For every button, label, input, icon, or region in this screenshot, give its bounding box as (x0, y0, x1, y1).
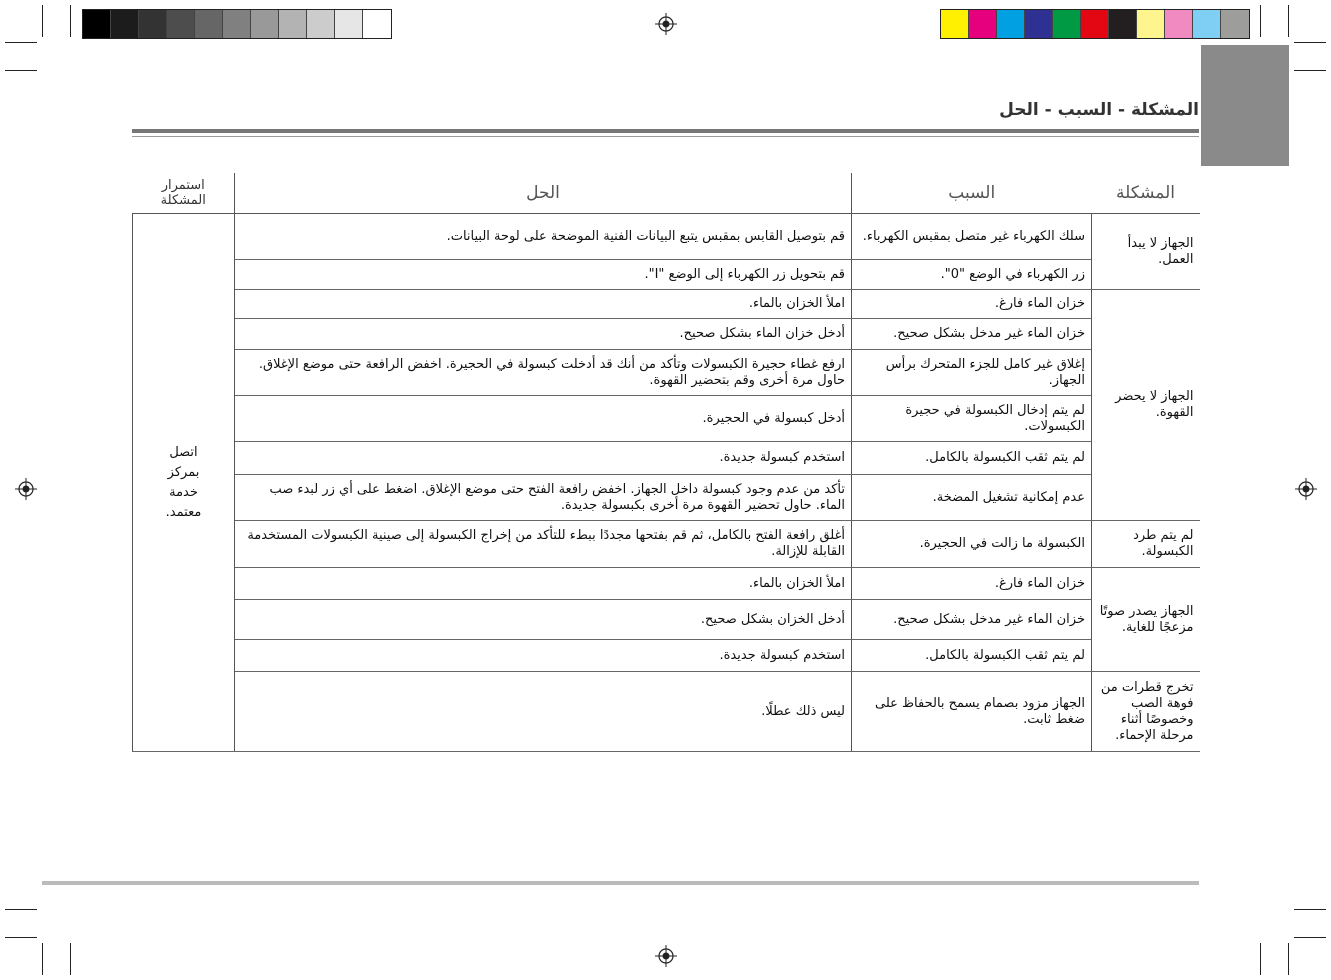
cause-cell: لم يتم إدخال الكبسولة في حجيرة الكبسولات. (852, 396, 1092, 442)
solution-cell: املأ الخزان بالماء. (235, 290, 852, 319)
crop-mark (5, 937, 37, 938)
header-rule (132, 129, 1199, 133)
cause-cell: خزان الماء غير مدخل بشكل صحيح. (852, 319, 1092, 350)
color-swatch (139, 10, 167, 38)
color-swatch (111, 10, 139, 38)
cause-cell: لم يتم ثقب الكبسولة بالكامل. (852, 640, 1092, 672)
solution-cell: قم بتحويل زر الكهرباء إلى الوضع "I". (235, 260, 852, 290)
table-row (133, 396, 1200, 442)
table-row (133, 640, 1200, 672)
cause-cell: الجهاز مزود بصمام يسمح بالحفاظ على ضغط ثابت. (852, 672, 1092, 752)
problem-cell: تخرج قطرات من فوهة الصب وخصوصًا أثناء مرحلة الإحماء. (1092, 672, 1200, 752)
color-swatch (279, 10, 307, 38)
persistence-line: اتصل (169, 444, 198, 460)
persistence-line: معتمد. (165, 504, 202, 520)
crop-mark (1294, 70, 1326, 71)
cause-cell: خزان الماء فارغ. (852, 568, 1092, 600)
solution-cell: استخدم كبسولة جديدة. (235, 442, 852, 475)
color-swatch (1137, 10, 1165, 38)
crop-mark (1294, 42, 1326, 43)
crop-mark (1294, 937, 1326, 938)
header-persistence: استمرار المشكلة (133, 173, 235, 214)
color-swatch (251, 10, 279, 38)
solution-cell: استخدم كبسولة جديدة. (235, 640, 852, 672)
solution-cell: تأكد من عدم وجود كبسولة داخل الجهاز. اخفض رافعة الفتح حتى موضع الإغلاق. اضغط على أي زر لبدء صب الماء. حاول تحضير القهوة مرة أخرى بكبسولة جديدة. (235, 475, 852, 521)
crop-mark (5, 42, 37, 43)
table-row (133, 600, 1200, 640)
header-rule-thin (132, 136, 1199, 137)
color-swatch (335, 10, 363, 38)
color-swatch (1165, 10, 1193, 38)
table-row (133, 672, 1200, 752)
crop-mark (5, 909, 37, 910)
solution-cell: ارفع غطاء حجيرة الكبسولات وتأكد من أنك قد أدخلت كبسولة في الحجيرة. اخفض الرافعة حتى موضع الإغلاق. حاول مرة أخرى وقم بتحضير القهوة. (235, 350, 852, 396)
registration-mark-icon (1295, 478, 1317, 500)
table-row (133, 319, 1200, 350)
color-swatch (195, 10, 223, 38)
table-row (133, 260, 1200, 290)
crop-mark (42, 5, 43, 37)
header-solution: الحل (235, 173, 852, 214)
color-swatch (363, 10, 391, 38)
section-tab (1201, 45, 1289, 166)
crop-mark (1294, 909, 1326, 910)
footer-rule (42, 881, 1199, 885)
cause-cell: عدم إمكانية تشغيل المضخة. (852, 475, 1092, 521)
crop-mark (70, 943, 71, 975)
cause-cell: إغلاق غير كامل للجزء المتحرك برأس الجهاز. (852, 350, 1092, 396)
solution-cell: قم بتوصيل القابس بمقبس يتبع البيانات الفنية الموضحة على لوحة البيانات. (235, 214, 852, 260)
color-swatch (83, 10, 111, 38)
cause-cell: خزان الماء غير مدخل بشكل صحيح. (852, 600, 1092, 640)
color-swatch (941, 10, 969, 38)
table-row (133, 214, 1200, 260)
color-swatch (1193, 10, 1221, 38)
color-swatch (1109, 10, 1137, 38)
solution-cell: ليس ذلك عطلًا. (235, 672, 852, 752)
table-header-row (133, 173, 1200, 214)
process-color-bar (940, 9, 1250, 39)
color-swatch (1053, 10, 1081, 38)
color-swatch (223, 10, 251, 38)
table-row (133, 568, 1200, 600)
cause-cell: الكبسولة ما زالت في الحجيرة. (852, 521, 1092, 568)
page-title: المشكلة - السبب - الحل (999, 100, 1199, 120)
crop-mark (42, 943, 43, 975)
registration-mark-icon (655, 13, 677, 35)
color-swatch (1025, 10, 1053, 38)
problem-cell: الجهاز لا يبدأ العمل. (1092, 214, 1200, 290)
solution-cell: املأ الخزان بالماء. (235, 568, 852, 600)
table-row (133, 475, 1200, 521)
solution-cell: أغلق رافعة الفتح بالكامل، ثم قم بفتحها مجددًا ببطء للتأكد من إخراج الكبسولة إلى صينية الكبسولات المستخدمة القابلة للإزالة. (235, 521, 852, 568)
cause-cell: زر الكهرباء في الوضع "0". (852, 260, 1092, 290)
cause-cell: خزان الماء فارغ. (852, 290, 1092, 319)
troubleshooting-table (132, 173, 1200, 752)
persistence-cell (133, 214, 235, 752)
table-row (133, 290, 1200, 319)
registration-mark-icon (15, 478, 37, 500)
problem-cell: لم يتم طرد الكبسولة. (1092, 521, 1200, 568)
problem-cell: الجهاز يصدر صوتًا مزعجًا للغاية. (1092, 568, 1200, 672)
crop-mark (70, 5, 71, 37)
table-row (133, 350, 1200, 396)
crop-mark (1260, 5, 1261, 37)
color-swatch (969, 10, 997, 38)
cause-cell: لم يتم ثقب الكبسولة بالكامل. (852, 442, 1092, 475)
cause-cell: سلك الكهرباء غير متصل بمقبس الكهرباء. (852, 214, 1092, 260)
solution-cell: أدخل كبسولة في الحجيرة. (235, 396, 852, 442)
solution-cell: أدخل الخزان بشكل صحيح. (235, 600, 852, 640)
crop-mark (1288, 5, 1289, 37)
table-row (133, 442, 1200, 475)
solution-cell: أدخل خزان الماء بشكل صحيح. (235, 319, 852, 350)
color-swatch (1081, 10, 1109, 38)
grayscale-color-bar (82, 9, 392, 39)
color-swatch (307, 10, 335, 38)
color-swatch (997, 10, 1025, 38)
registration-mark-icon (655, 945, 677, 967)
crop-mark (1260, 943, 1261, 975)
table-row (133, 521, 1200, 568)
header-cause: السبب (852, 173, 1092, 214)
color-swatch (1221, 10, 1249, 38)
color-swatch (167, 10, 195, 38)
problem-cell: الجهاز لا يحضر القهوة. (1092, 290, 1200, 521)
persistence-line: بمركز (167, 464, 200, 480)
persistence-line: خدمة (169, 484, 198, 500)
crop-mark (5, 70, 37, 71)
header-problem: المشكلة (1092, 173, 1200, 214)
crop-mark (1288, 943, 1289, 975)
